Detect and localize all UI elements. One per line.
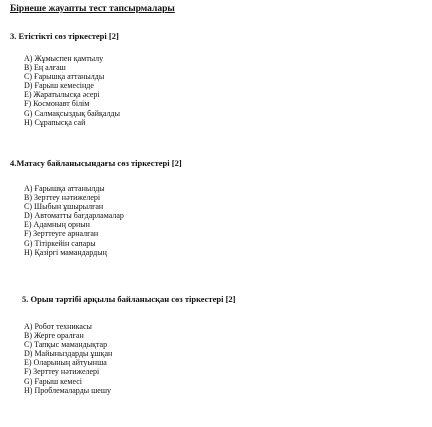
option-a: A) Жұмыспен қамтылу [24, 54, 104, 63]
option-c: C) Ғарышқа аттанылды [24, 72, 105, 82]
option-g: G) Тітіркейін сапары [24, 238, 96, 248]
option-d: D) Автоматты бағдарламалар [24, 211, 124, 221]
question-3-heading: 3. Етістікті сөз тіркестері [2] [10, 31, 119, 41]
question-5-heading: 5. Орын тәртібі арқылы байланысқан сөз тіркестері [2] [22, 294, 236, 304]
question-3-options [24, 54, 120, 127]
option-e: E) Оларының айтуынша [24, 358, 107, 368]
option-g: G) Ғарыш кемесі [24, 376, 82, 386]
option-f: F) Зерттеуге арналған [24, 229, 99, 239]
option-f: F) Космонавт білім [24, 99, 90, 109]
option-h: H) Қазіргі мамандардың [24, 247, 107, 257]
option-a: A) Ғарышқа аттанылды [24, 184, 105, 193]
option-d: D) Ғарыш кемесінде [24, 81, 94, 91]
option-f: F) Зерттеу нәтижелері [24, 367, 100, 377]
option-g: G) Салмақсыздық байқалды [24, 108, 120, 118]
option-c: C) Шыбын ұшырылған [24, 202, 104, 212]
option-h: H) Сұрапысқа сай [24, 117, 86, 127]
option-b: B) Жерге оралған [24, 331, 84, 341]
question-5-options [24, 322, 112, 395]
option-c: C) Тапқыс мамандықтар [24, 340, 108, 350]
option-a: A) Робот техникасы [24, 322, 92, 331]
option-d: D) Майыныздарды ұшқан [24, 349, 113, 359]
option-e: E) Жаратылысқа әсері [24, 90, 100, 100]
option-b: B) Ең алғаш [24, 63, 66, 73]
question-4-heading: 4.Матасу байланысындағы сөз тіркестері [2] [10, 158, 182, 168]
question-4-options [24, 184, 124, 257]
option-e: E) Адамның орнын [24, 220, 90, 230]
worksheet-title: Бірнеше жауапты тест тапсырмалары [10, 4, 175, 14]
option-b: B) Зерттеу нәтижелері [24, 193, 101, 203]
option-h: H) Проблемаларды шешу [24, 385, 112, 395]
